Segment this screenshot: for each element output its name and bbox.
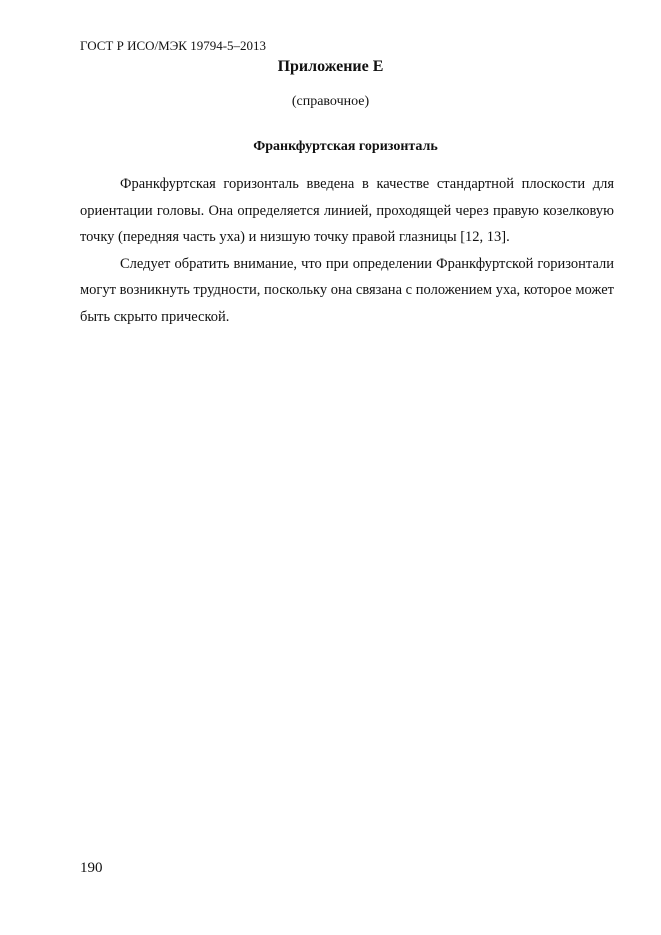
document-code: ГОСТ Р ИСО/МЭК 19794-5–2013 — [80, 38, 267, 53]
section-heading: Франкфуртская горизонталь — [253, 139, 438, 154]
paragraph: Следует обратить внимание, что при определении Франкфуртской горизонтали могут возникнуть трудности, поскольку она связана с положением уха, которое может быть скрыто прической. — [80, 255, 614, 325]
appendix-note: (справочное) — [291, 94, 370, 109]
page-number: 190 — [80, 860, 103, 876]
paragraph: Франкфуртская горизонталь введена в качестве стандартной плоскости для ориентации головы. Она определяется линией, проходящей через правую козелковую точку (передняя часть уха) и низшую точку правой глазницы [12, 13]. — [80, 176, 614, 245]
body-text — [80, 171, 614, 330]
appendix-title: Приложение Е — [277, 58, 384, 75]
